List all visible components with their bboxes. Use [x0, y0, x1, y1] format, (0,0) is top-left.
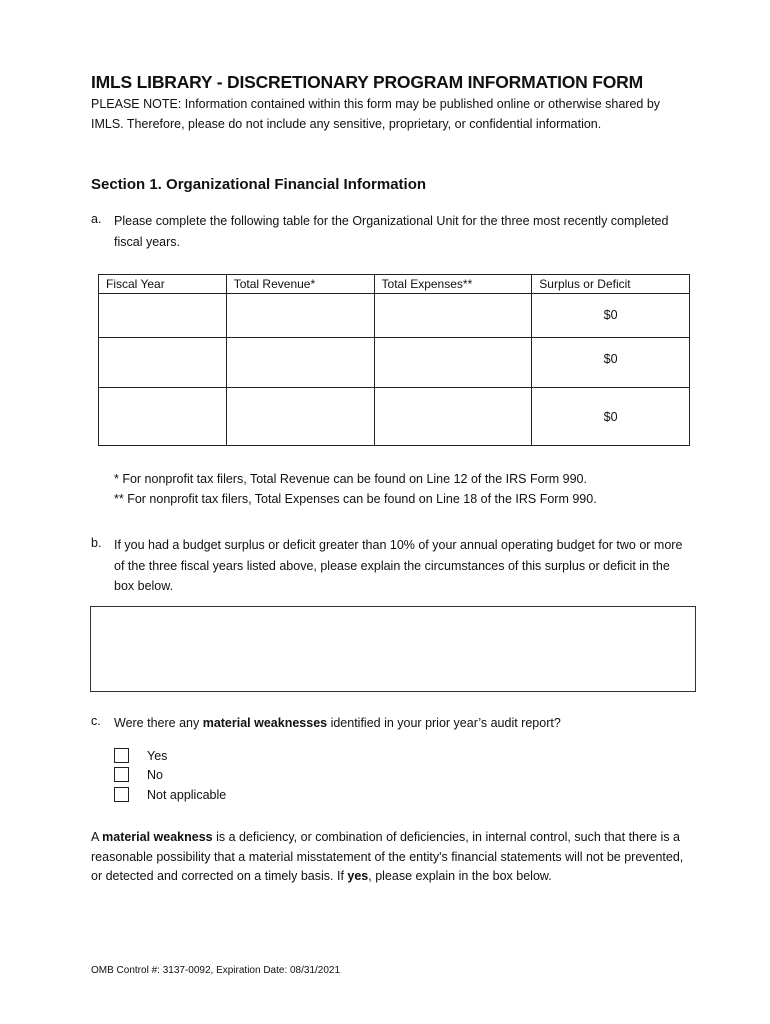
surplus-cell: $0 [532, 388, 690, 446]
not-applicable-label: Not applicable [147, 788, 227, 802]
table-row [99, 294, 690, 338]
form-title: IMLS LIBRARY - DISCRETIONARY PROGRAM INFORMATION FORM [91, 72, 643, 92]
no-label: No [147, 768, 163, 782]
total-revenue-cell[interactable] [226, 294, 374, 338]
definition-yes-word: yes [347, 869, 369, 883]
definition-suffix: , please explain in the box below. [368, 869, 552, 883]
footnote-expenses: ** For nonprofit tax filers, Total Expenses can be found on Line 18 of the IRS Form 990. [114, 492, 597, 506]
total-expenses-cell[interactable] [374, 294, 532, 338]
surplus-cell: $0 [532, 338, 690, 388]
material-weakness-definition [91, 828, 691, 887]
yes-checkbox[interactable] [114, 748, 129, 763]
header-total-revenue: Total Revenue* [226, 275, 374, 294]
surplus-cell: $0 [532, 294, 690, 338]
item-a-letter: a. [91, 212, 102, 226]
definition-middle: is a deficiency, or combination of deficiencies, in internal control, such that there is a reasonable possibility that a material misstatement of the entity's financial statements will not be prevented, or detected and corrected on a timely basis. If [91, 830, 684, 883]
total-expenses-cell[interactable] [374, 388, 532, 446]
fiscal-year-cell[interactable] [99, 388, 227, 446]
header-fiscal-year: Fiscal Year [99, 275, 227, 294]
total-revenue-cell[interactable] [226, 338, 374, 388]
item-c-text-before: Were there any [114, 716, 203, 730]
fiscal-year-cell[interactable] [99, 338, 227, 388]
privacy-note: PLEASE NOTE: Information contained within this form may be published online or otherwise shared by IMLS. Therefore, please do not include any sensitive, proprietary, or confidential information. [91, 97, 661, 131]
financial-table [98, 274, 690, 446]
item-b-letter: b. [91, 536, 102, 550]
explanation-textbox[interactable] [90, 606, 696, 692]
item-a-text: Please complete the following table for the Organizational Unit for the three most recently completed fiscal years. [114, 214, 669, 249]
header-total-expenses: Total Expenses** [374, 275, 532, 294]
table-row [99, 388, 690, 446]
no-checkbox[interactable] [114, 767, 129, 782]
fiscal-year-cell[interactable] [99, 294, 227, 338]
table-row [99, 338, 690, 388]
item-c-letter: c. [91, 714, 101, 728]
section-heading: Section 1. Organizational Financial Information [91, 176, 427, 193]
yes-label: Yes [147, 749, 168, 763]
definition-term: material weakness [102, 830, 213, 844]
not-applicable-checkbox[interactable] [114, 787, 129, 802]
item-b-text: If you had a budget surplus or deficit greater than 10% of your annual operating budget for two or more of the three fiscal years listed above, please explain the circumstances of this surplus or deficit in the box below. [114, 538, 683, 593]
header-surplus-deficit: Surplus or Deficit [532, 275, 690, 294]
total-expenses-cell[interactable] [374, 338, 532, 388]
table-header-row [99, 275, 690, 294]
total-revenue-cell[interactable] [226, 388, 374, 446]
item-c-question [114, 713, 689, 734]
material-weaknesses-term: material weaknesses [202, 716, 328, 730]
item-c-text-after: identified in your prior year’s audit report? [327, 716, 561, 730]
omb-footer: OMB Control #: 3137-0092, Expiration Date: 08/31/2021 [91, 965, 341, 976]
footnote-revenue: * For nonprofit tax filers, Total Revenue can be found on Line 12 of the IRS Form 990. [114, 472, 587, 486]
definition-prefix: A [91, 830, 103, 844]
